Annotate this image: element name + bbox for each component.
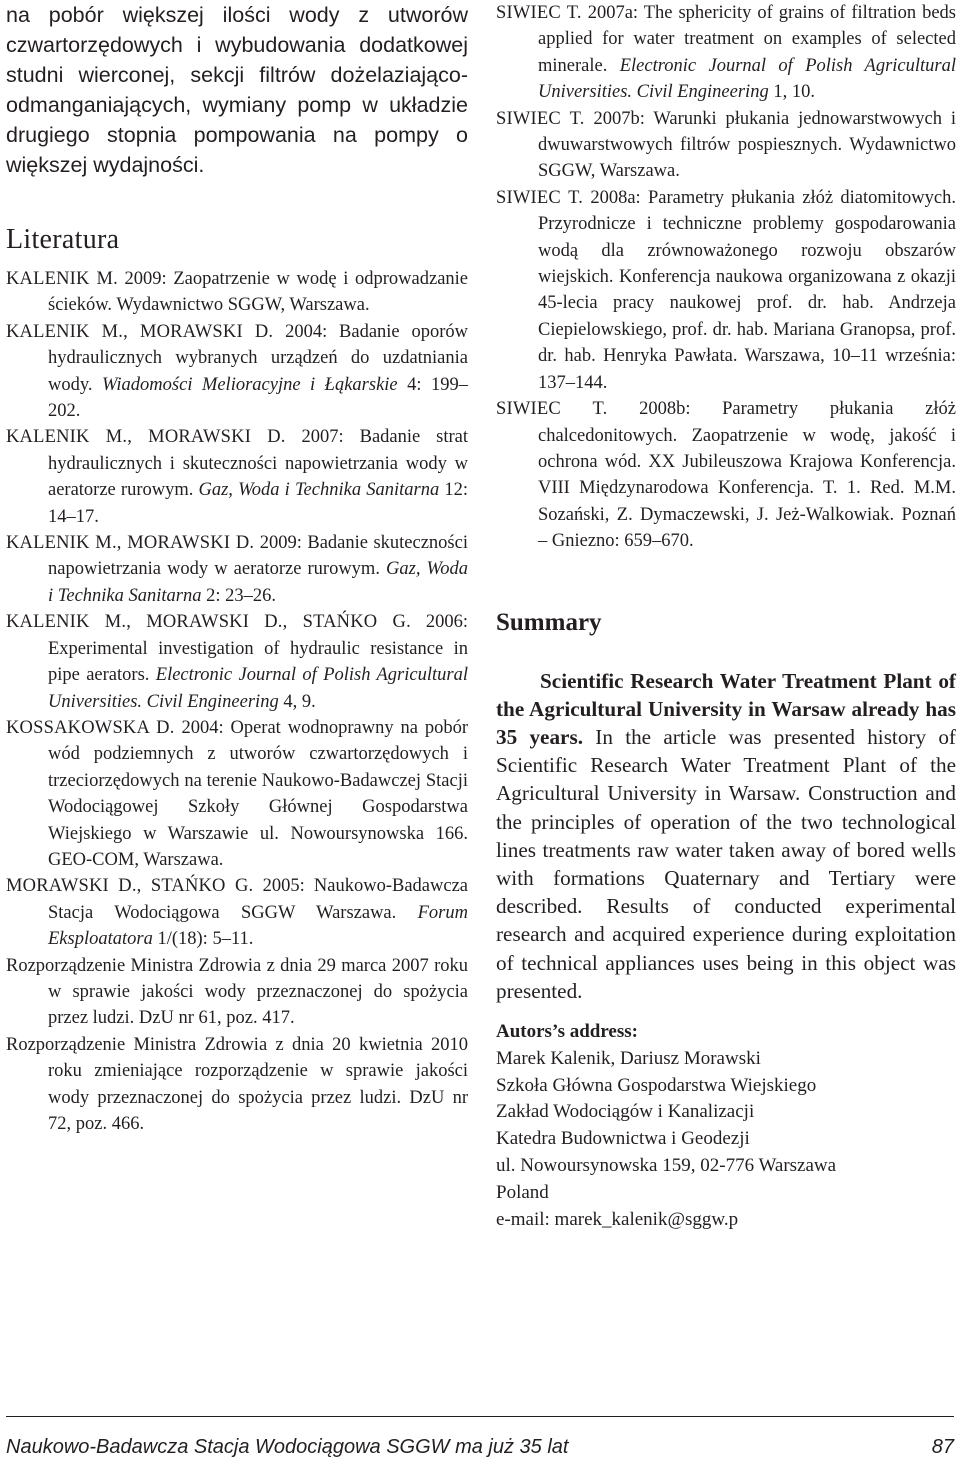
intro-paragraph: na pobór większej ilości wody z utworów czwartorzędowych i wybudowania dodatkowej studni wierconej, sekcji filtrów dożelaziająco-odmanganiających, wymiany pomp w układzie drugiego stopnia pompowania na pompy o większej wydajności. <box>6 3 468 177</box>
reference-entry <box>6 266 468 319</box>
reference-text: 2009: Zaopatrzenie w wodę i odprowadzanie ścieków. Wydawnictwo SGGW, Warszawa. <box>48 269 469 316</box>
reference-detail: 4: 199–202. <box>48 374 468 422</box>
reference-text: Rozporządzenie Ministra Zdrowia z dnia 20 kwietnia 2010 roku zmieniające rozporządzenie w sprawie jakości wody przeznaczonej do spożycia przez ludzi. DzU nr 72, poz. 466. <box>6 1034 468 1134</box>
reference-entry <box>6 1032 468 1138</box>
reference-entry <box>496 0 956 106</box>
reference-text: 2008a: Parametry płukania złóż diatomitowych. Przyrodnicze i techniczne problemy gospodarowania wodą dla zrównoważonego rozwoju obszarów wiejskich. Konferencja naukowa organizowana z okazji 45-lecia pracy naukowej prof. dr. hab. Andrzeja Ciepielowskiego, prof. dr. hab. Mariana Granopsa, prof. dr. hab. Henryka Pawłata. Warszawa, 10–11 września: 137–144. <box>538 187 956 393</box>
author-address <box>496 1019 956 1233</box>
reference-entry <box>6 319 468 425</box>
reference-entry <box>6 873 468 952</box>
reference-author: SIWIEC T. <box>496 108 585 129</box>
reference-detail: 1, 10. <box>768 82 815 103</box>
address-line: Poland <box>496 1181 549 1203</box>
reference-entry <box>6 953 468 1032</box>
reference-text: 2007b: Warunki płukania jednowarstwowych i dwuwarstwowych filtrów pospiesznych. Wydawnictwo SGGW, Warszawa. <box>538 108 956 182</box>
address-heading: Autors’s address: <box>496 1020 638 1042</box>
reference-author: SIWIEC T. <box>496 187 584 208</box>
address-line: Zakład Wodociągów i Kanalizacji <box>496 1101 755 1123</box>
footer-rule <box>6 1416 954 1417</box>
running-title: Naukowo-Badawcza Stacja Wodociągowa SGGW ma już 35 lat <box>6 1436 569 1458</box>
reference-entry <box>6 530 468 609</box>
summary-heading: Summary <box>496 608 602 636</box>
reference-entry <box>496 185 956 396</box>
literature-heading: Literatura <box>6 224 120 255</box>
address-line: Marek Kalenik, Dariusz Morawski <box>496 1047 761 1069</box>
reference-author: KALENIK M., MORAWSKI D., STAŃKO G. <box>6 612 411 633</box>
reference-entry <box>6 715 468 873</box>
address-line: ul. Nowoursynowska 159, 02-776 Warszawa <box>496 1154 837 1176</box>
reference-author: KALENIK M., MORAWSKI D. <box>6 533 255 554</box>
reference-text: 2004: Operat wodnoprawny na pobór wód podziemnych z utworów czwartorzędowych i trzeciorzędowych na terenie Naukowo-Badawczej Stacji Wodociągowej Szkoły Głównej Gospodarstwa Wiejskiego w Warszawie ul. Nowoursynowska 166. GEO-COM, Warszawa. <box>48 717 468 870</box>
page-number: 87 <box>931 1436 954 1458</box>
reference-list-continued <box>496 0 956 555</box>
reference-author: KOSSAKOWSKA D. <box>6 717 175 738</box>
reference-detail: 12: 14–17. <box>48 480 468 527</box>
reference-list <box>6 266 468 1137</box>
reference-author: KALENIK M., MORAWSKI D. <box>6 427 286 448</box>
left-column <box>6 0 468 1137</box>
page-footer <box>6 1436 954 1459</box>
reference-source: Forum Eksploatatora <box>48 902 468 950</box>
reference-author: MORAWSKI D., STAŃKO G. <box>6 876 254 897</box>
reference-detail: 1/(18): 5–11. <box>152 929 254 950</box>
reference-source: Gaz, Woda i Technika Sanitarna <box>198 480 440 501</box>
reference-entry <box>6 424 468 530</box>
reference-text: 2008b: Parametry płukania złóż chalcedonitowych. Zaopatrzenie w wodę, jakość i ochrona wód. XX Jubileuszowa Krajowa Konferencja. VIII Międzynarodowa Konferencja. T. 1. Red. M.M. Sozański, Z. Dymaczewski, J. Jeż-Walkowiak. Poznań – Gniezno: 659–670. <box>538 399 956 552</box>
reference-text: 2005: Naukowo-Badawcza Stacja Wodociągowa SGGW Warszawa. <box>48 876 468 923</box>
reference-author: SIWIEC T. <box>496 399 608 420</box>
summary-paragraph <box>496 667 956 1005</box>
reference-text: 2009: Badanie skuteczności napowietrzania wody w aeratorze rurowym. <box>48 533 468 580</box>
reference-source: Gaz, Woda i Technika Sanitarna <box>48 559 468 606</box>
reference-entry <box>496 396 956 554</box>
reference-source: Electronic Journal of Polish Agricultural Universities. Civil Engineering <box>538 55 956 103</box>
right-column <box>496 0 956 1233</box>
reference-author: SIWIEC T. <box>496 3 582 23</box>
reference-entry <box>496 106 956 185</box>
reference-source: Electronic Journal of Polish Agricultural Universities. Civil Engineering <box>48 665 468 712</box>
reference-author: KALENIK M., MORAWSKI D. <box>6 321 274 342</box>
reference-text: 2006: Experimental investigation of hydraulic resistance in pipe aerators. <box>48 612 468 686</box>
address-line: Katedra Budownictwa i Geodezji <box>496 1128 750 1150</box>
summary-body: In the article was presented history of Scientific Research Water Treatment Plant of the Agricultural University in Warsaw. Construction and the principles of operation of the two technological lines treatments raw water taken away of bored wells with formations Quaternary and Tertiary were described. Results of conducted experimental research and acquired experience during exploitation of technical appliances uses being in this object was presented. <box>496 724 956 1003</box>
reference-detail: 4, 9. <box>278 691 316 712</box>
reference-source: Wiadomości Melioracyjne i Łąkarskie <box>102 374 398 395</box>
reference-text: Rozporządzenie Ministra Zdrowia z dnia 29 marca 2007 roku w sprawie jakości wody przeznaczonej do spożycia przez ludzi. DzU nr 61, poz. 417. <box>6 955 468 1029</box>
reference-text: 2004: Badanie oporów hydraulicznych wybranych urządzeń do uzdatniania wody. <box>48 321 468 395</box>
email-line: e-mail: marek_kalenik@sggw.p <box>496 1208 739 1230</box>
reference-text: 2007: Badanie strat hydraulicznych i skuteczności napowietrzania wody w aeratorze rurowym. <box>48 427 468 501</box>
reference-text: 2007a: The sphericity of grains of filtration beds applied for water treatment on examples of selected minerale. <box>538 3 956 76</box>
address-line: Szkoła Główna Gospodarstwa Wiejskiego <box>496 1074 817 1096</box>
reference-detail: 2: 23–26. <box>201 585 276 606</box>
reference-author: KALENIK M. <box>6 269 118 289</box>
reference-entry <box>6 609 468 715</box>
summary-title: Scientific Research Water Treatment Plant of the Agricultural University in Warsaw already has 35 years. <box>496 668 956 749</box>
